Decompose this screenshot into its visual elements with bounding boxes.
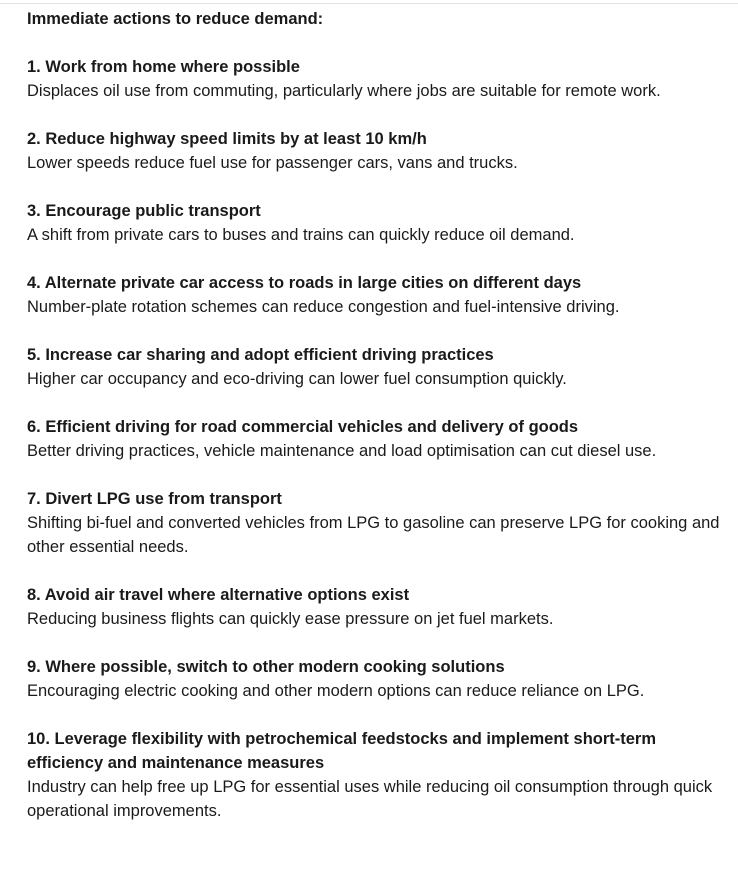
top-divider xyxy=(0,3,738,4)
action-title: 9. Where possible, switch to other modern cooking solutions xyxy=(27,658,505,676)
action-item-10 xyxy=(27,727,727,823)
action-description: Reducing business flights can quickly ease pressure on jet fuel markets. xyxy=(27,610,554,628)
action-description: Better driving practices, vehicle maintenance and load optimisation can cut diesel use. xyxy=(27,442,657,460)
action-item-9 xyxy=(27,655,727,703)
action-title: 7. Divert LPG use from transport xyxy=(27,490,282,508)
action-item-8 xyxy=(27,583,727,631)
action-description: Displaces oil use from commuting, particularly where jobs are suitable for remote work. xyxy=(27,82,661,100)
action-item-6 xyxy=(27,415,727,463)
action-title: 6. Efficient driving for road commercial vehicles and delivery of goods xyxy=(27,418,579,436)
action-description: Shifting bi-fuel and converted vehicles from LPG to gasoline can preserve LPG for cooking and other essential needs. xyxy=(27,514,720,556)
action-description: Lower speeds reduce fuel use for passenger cars, vans and trucks. xyxy=(27,154,518,172)
action-description: Higher car occupancy and eco-driving can lower fuel consumption quickly. xyxy=(27,370,567,388)
article-body xyxy=(27,7,727,847)
action-description: Number-plate rotation schemes can reduce congestion and fuel-intensive driving. xyxy=(27,298,620,316)
action-item-3 xyxy=(27,199,727,247)
action-description: A shift from private cars to buses and trains can quickly reduce oil demand. xyxy=(27,226,575,244)
action-item-7 xyxy=(27,487,727,559)
action-title: 10. Leverage flexibility with petrochemical feedstocks and implement short-term efficiency and maintenance measures xyxy=(27,730,657,772)
section-heading: Immediate actions to reduce demand: xyxy=(27,10,324,28)
action-title: 3. Encourage public transport xyxy=(27,202,261,220)
action-title: 5. Increase car sharing and adopt efficient driving practices xyxy=(27,346,494,364)
action-item-1 xyxy=(27,55,727,103)
action-title: 1. Work from home where possible xyxy=(27,58,300,76)
action-title: 2. Reduce highway speed limits by at least 10 km/h xyxy=(27,130,427,148)
action-description: Industry can help free up LPG for essential uses while reducing oil consumption through quick operational improvements. xyxy=(27,778,713,820)
action-item-4 xyxy=(27,271,727,319)
action-description: Encouraging electric cooking and other modern options can reduce reliance on LPG. xyxy=(27,682,645,700)
action-item-5 xyxy=(27,343,727,391)
action-item-2 xyxy=(27,127,727,175)
action-title: 4. Alternate private car access to roads in large cities on different days xyxy=(27,274,582,292)
action-title: 8. Avoid air travel where alternative options exist xyxy=(27,586,410,604)
